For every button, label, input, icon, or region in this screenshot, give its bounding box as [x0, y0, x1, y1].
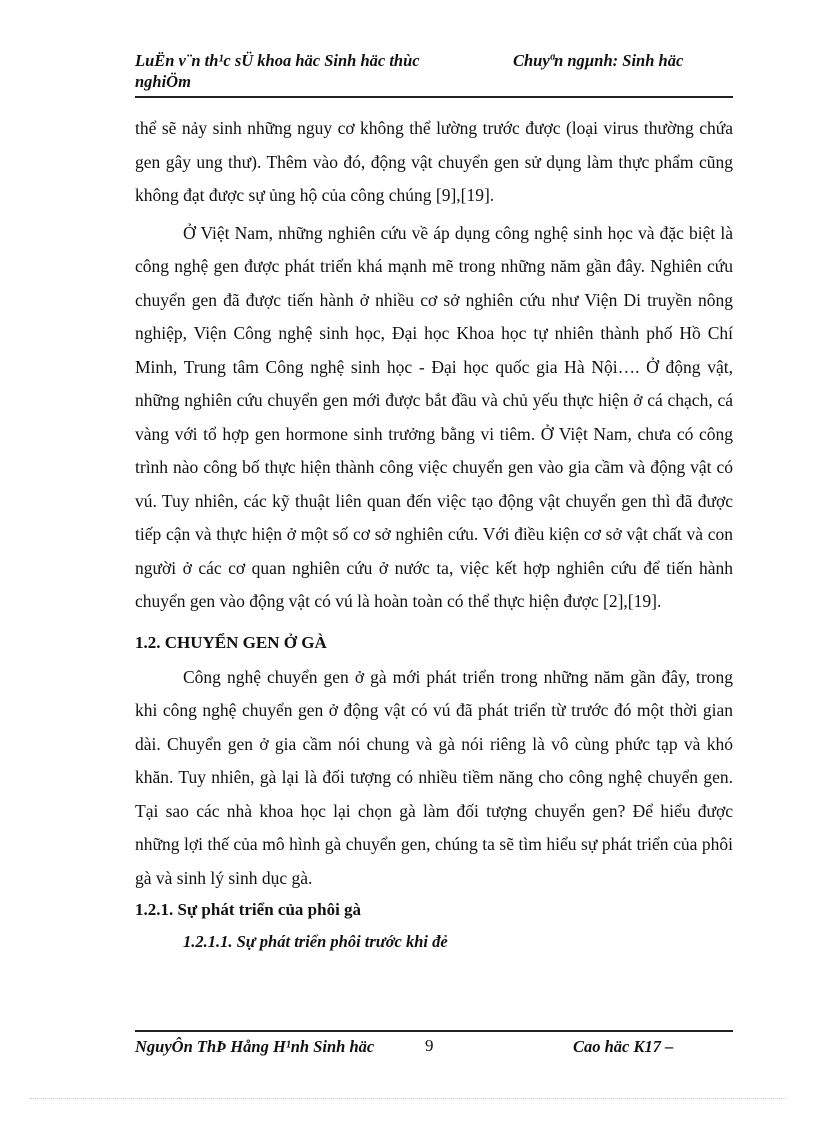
- page-header: [135, 50, 733, 98]
- page-footer: [135, 1030, 733, 1082]
- document-body: [135, 112, 733, 957]
- page-number: 9: [425, 1036, 434, 1055]
- paragraph-2: Ở Việt Nam, những nghiên cứu về áp dụng công nghệ sinh học và đặc biệt là công nghệ gen được phát triển khá mạnh mẽ trong những năm gần đây. Nghiên cứu chuyển gen đã được tiến hành ở nhiều cơ sở nghiên cứu như Viện Di truyền nông nghiệp, Viện Công nghệ sinh học, Đại học Khoa học tự nhiên thành phố Hồ Chí Minh, Trung tâm Công nghệ sinh học - Đại học quốc gia Hà Nội…. Ở động vật, những nghiên cứu chuyển gen mới được bắt đầu và chủ yếu thực hiện ở cá chạch, cá vàng với tổ hợp gen hormone sinh trưởng bằng vi tiêm. Ở Việt Nam, chưa có công trình nào công bố thực hiện thành công việc chuyển gen vào gia cầm và động vật có vú. Tuy nhiên, các kỹ thuật liên quan đến việc tạo động vật chuyển gen thì đã được tiếp cận và thực hiện ở một số cơ sở nghiên cứu. Với điều kiện cơ sở vật chất và con người ở các cơ quan nghiên cứu ở nước ta, việc kết hợp nghiên cứu để tiến hành chuyển gen vào động vật có vú là hoàn toàn có thể thực hiện được [2],[19].: [135, 222, 733, 611]
- section-heading-1-2-1: 1.2.1. Sự phát triển của phôi gà: [135, 900, 362, 919]
- section-heading-1-2-1-1: 1.2.1.1. Sự phát triển phôi trước khi đẻ: [183, 932, 448, 951]
- header-major: Chuyªn ngµnh: Sinh häc: [513, 51, 684, 70]
- header-thesis-title: LuËn v¨n th¹c sÜ khoa häc Sinh häc thùc nghiÖm: [135, 51, 420, 91]
- page-edge-divider: [30, 1098, 786, 1099]
- footer-author: NguyÔn ThÞ Hång H¹nh Sinh häc: [135, 1037, 375, 1056]
- paragraph-3: Công nghệ chuyển gen ở gà mới phát triển trong những năm gần đây, trong khi công nghệ chuyển gen ở động vật có vú đã phát triển từ trước đó một thời gian dài. Chuyển gen ở gia cầm nói chung và gà nói riêng là vô cùng phức tạp và khó khăn. Tuy nhiên, gà lại là đối tượng có nhiều tiềm năng cho công nghệ chuyển gen. Tại sao các nhà khoa học lại chọn gà làm đối tượng chuyển gen? Để hiểu được những lợi thế của mô hình gà chuyển gen, chúng ta sẽ tìm hiểu sự phát triển của phôi gà và sinh lý sinh dục gà.: [135, 666, 733, 888]
- section-heading-1-2: 1.2. CHUYỂN GEN Ở GÀ: [135, 632, 327, 652]
- paragraph-1: thể sẽ nảy sinh những nguy cơ không thể lường trước được (loại virus thường chứa gen gây ung thư). Thêm vào đó, động vật chuyển gen sử dụng làm thực phẩm cũng không đạt được sự ủng hộ của công chúng [9],[19].: [135, 118, 733, 205]
- footer-course: Cao häc K17 –: [573, 1037, 674, 1056]
